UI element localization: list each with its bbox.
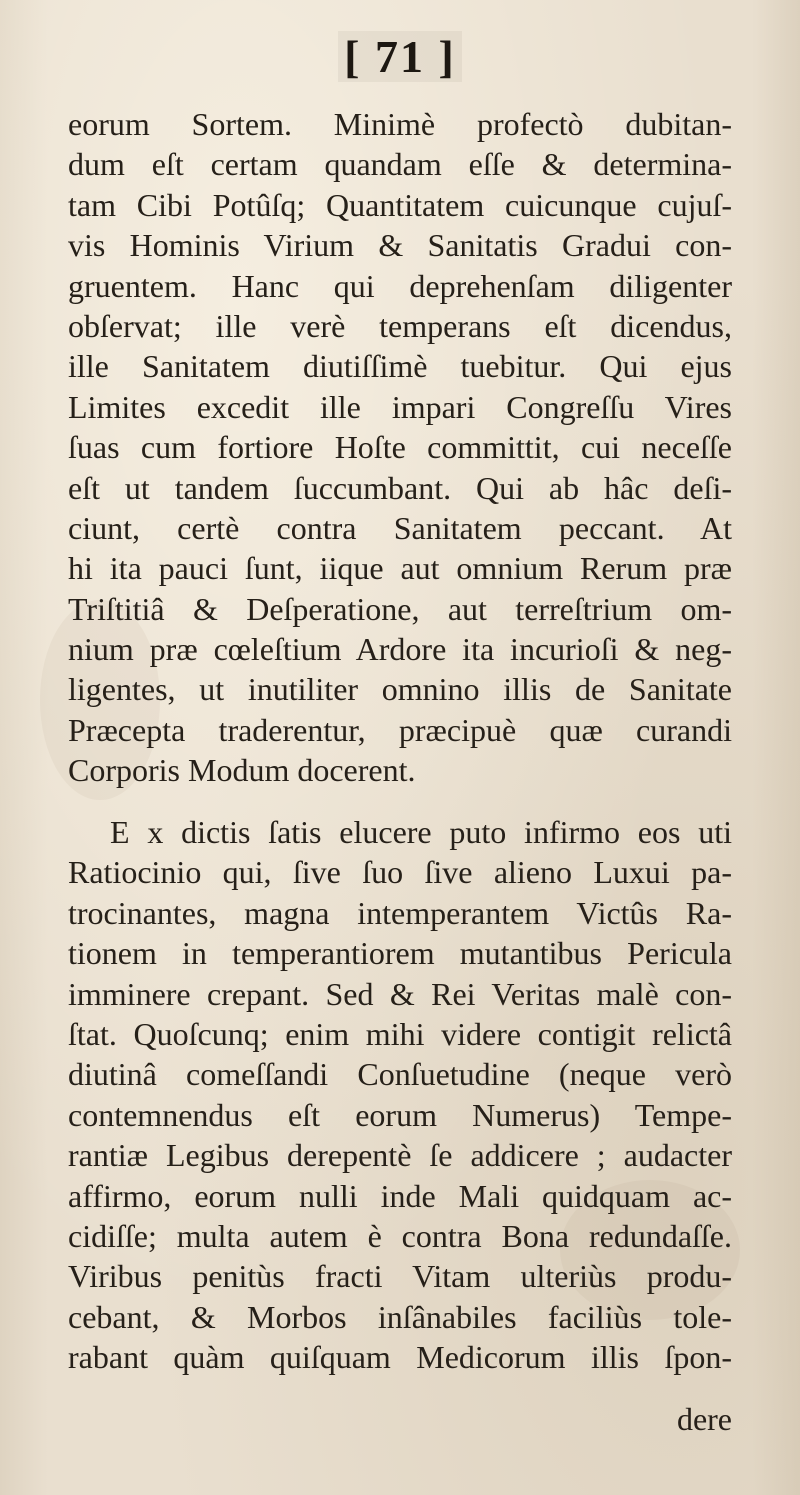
page-number-text: [ 71 ] <box>338 31 462 82</box>
text-line: cidiſſe; multa autem è contra Bona redundaſſe. <box>68 1217 732 1254</box>
text-line: rabant quàm quiſquam Medicorum illis ſpon- <box>68 1339 732 1376</box>
text-line: obſervat; ille verè temperans eſt dicendus, <box>68 307 732 344</box>
text-line: cebant, & Morbos inſânabiles faciliùs tole- <box>68 1298 732 1335</box>
text-line: ille Sanitatem diutiſſimè tuebitur. Qui ejus <box>68 348 732 385</box>
text-line-first: E x dictis ſatis elucere puto infirmo eos uti <box>110 814 732 850</box>
text-line: imminere crepant. Sed & Rei Veritas malè con- <box>68 975 732 1012</box>
text-line: Viribus penitùs fracti Vitam ulteriùs produ- <box>68 1258 732 1295</box>
page-number <box>0 30 800 83</box>
text-line: Ratiocinio qui, ſive ſuo ſive alieno Luxui pa- <box>68 854 732 891</box>
text-line: diutinâ comeſſandi Conſuetudine (neque verò <box>68 1056 732 1093</box>
paragraph-2 <box>68 812 732 1377</box>
text-line-last: Corporis Modum docerent. <box>68 752 416 789</box>
paragraph-1 <box>68 104 732 791</box>
text-line: trocinantes, magna intemperantem Victûs Ra- <box>68 894 732 931</box>
text-line: ciunt, certè contra Sanitatem peccant. At <box>68 509 732 546</box>
text-line: Præcepta traderentur, præcipuè quæ curandi <box>68 711 732 748</box>
text-line: gruentem. Hanc qui deprehenſam diligenter <box>68 267 732 304</box>
text-line: contemnendus eſt eorum Numerus) Tempe- <box>68 1096 732 1133</box>
text-line: tam Cibi Potûſq; Quantitatem cuicunque cujuſ- <box>68 186 732 223</box>
text-line: ligentes, ut inutiliter omnino illis de Sanitate <box>68 671 732 708</box>
text-line: Limites excedit ille impari Congreſſu Vires <box>68 388 732 425</box>
text-line: rantiæ Legibus derepentè ſe addicere ; audacter <box>68 1137 732 1174</box>
text-line: affirmo, eorum nulli inde Mali quidquam ac- <box>68 1177 732 1214</box>
text-line: hi ita pauci ſunt, iique aut omnium Rerum præ <box>68 550 732 587</box>
text-line: eſt ut tandem ſuccumbant. Qui ab hâc deſi- <box>68 469 732 506</box>
catchword: dere <box>676 1401 732 1437</box>
text-line: nium præ cœleſtium Ardore ita incurioſi & neg- <box>68 631 732 668</box>
text-line: Triſtitiâ & Deſperatione, aut terreſtrium om- <box>68 590 732 627</box>
text-line: eorum Sortem. Minimè profectò dubitan- <box>68 106 732 142</box>
text-line: dum eſt certam quandam eſſe & determina- <box>68 146 732 183</box>
text-line: ſtat. Quoſcunq; enim mihi videre contigit relictâ <box>68 1015 732 1052</box>
text-line: ſuas cum fortiore Hoſte committit, cui neceſſe <box>68 429 732 466</box>
text-line: vis Hominis Virium & Sanitatis Gradui con- <box>68 227 732 264</box>
text-line: tionem in temperantiorem mutantibus Pericula <box>68 935 732 972</box>
